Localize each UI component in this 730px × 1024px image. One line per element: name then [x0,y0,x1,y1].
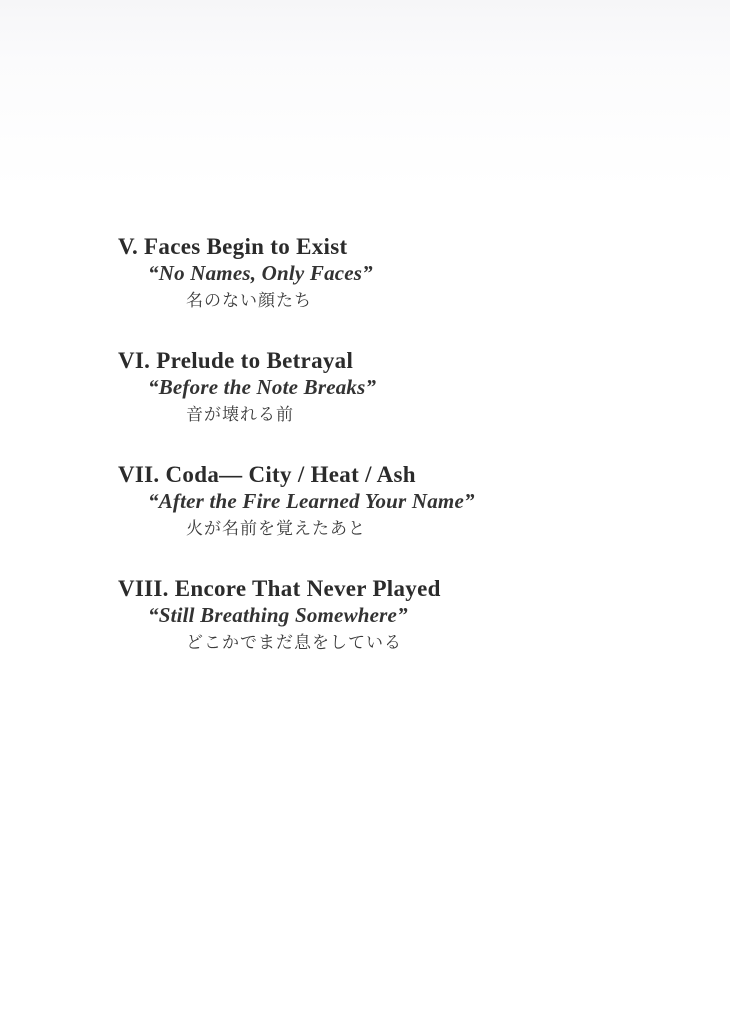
track-japanese-translation: 名のない顔たち [186,291,312,310]
track-title: VIII. Encore That Never Played [118,576,441,601]
track-item [118,461,475,542]
track-title: V. Faces Begin to Exist [118,234,348,259]
track-japanese-translation: どこかでまだ息をしている [186,633,402,652]
track-japanese-translation: 火が名前を覚えたあと [186,519,366,538]
track-subtitle: “No Names, Only Faces” [148,261,373,285]
tracklist [118,233,475,689]
track-subtitle: “Still Breathing Somewhere” [148,603,408,627]
track-title: VII. Coda— City / Heat / Ash [118,462,416,487]
track-subtitle: “After the Fire Learned Your Name” [148,489,475,513]
track-japanese-translation: 音が壊れる前 [186,405,294,424]
track-item [118,233,475,314]
track-item [118,575,475,656]
track-title: VI. Prelude to Betrayal [118,348,354,373]
track-subtitle: “Before the Note Breaks” [148,375,377,399]
track-item [118,347,475,428]
